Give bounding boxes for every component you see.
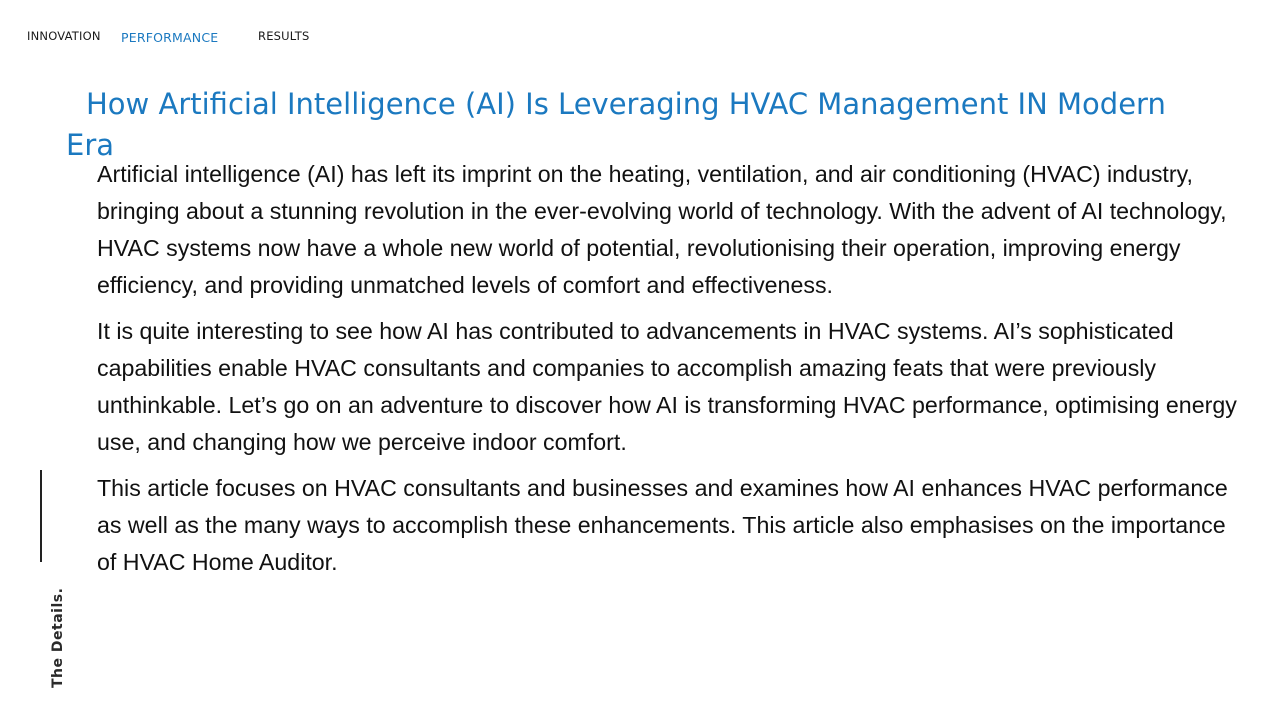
side-label: The Details. bbox=[50, 587, 66, 688]
article-paragraph: It is quite interesting to see how AI has contributed to advancements in HVAC systems. AI’s sophisticated capabilities enable HVAC consultants and companies to accomplish amazing feats that were previously unthinkable. Let’s go on an adventure to discover how AI is transforming HVAC performance, optimising energy use, and changing how we perceive indoor comfort. bbox=[97, 318, 1237, 455]
article-paragraph: This article focuses on HVAC consultants and businesses and examines how AI enhances HVAC performance as well as the many ways to accomplish these enhancements. This article also emphasises on the importance of HVAC Home Auditor. bbox=[97, 475, 1228, 575]
article-body bbox=[97, 156, 1237, 590]
article-paragraph: Artificial intelligence (AI) has left its imprint on the heating, ventilation, and air conditioning (HVAC) industry, bringing about a stunning revolution in the ever-evolving world of technology. With the advent of AI technology, HVAC systems now have a whole new world of potential, revolutionising their operation, improving energy efficiency, and providing unmatched levels of comfort and effectiveness. bbox=[97, 161, 1227, 298]
nav-link-performance[interactable]: PERFORMANCE bbox=[121, 30, 219, 45]
nav-link-innovation[interactable]: INNOVATION bbox=[27, 29, 101, 43]
side-divider bbox=[40, 470, 42, 562]
nav-link-results[interactable]: RESULTS bbox=[258, 29, 310, 43]
top-nav bbox=[0, 0, 1280, 60]
article-title: How Artificial Intelligence (AI) Is Leveraging HVAC Management IN Modern Era bbox=[66, 87, 1166, 162]
